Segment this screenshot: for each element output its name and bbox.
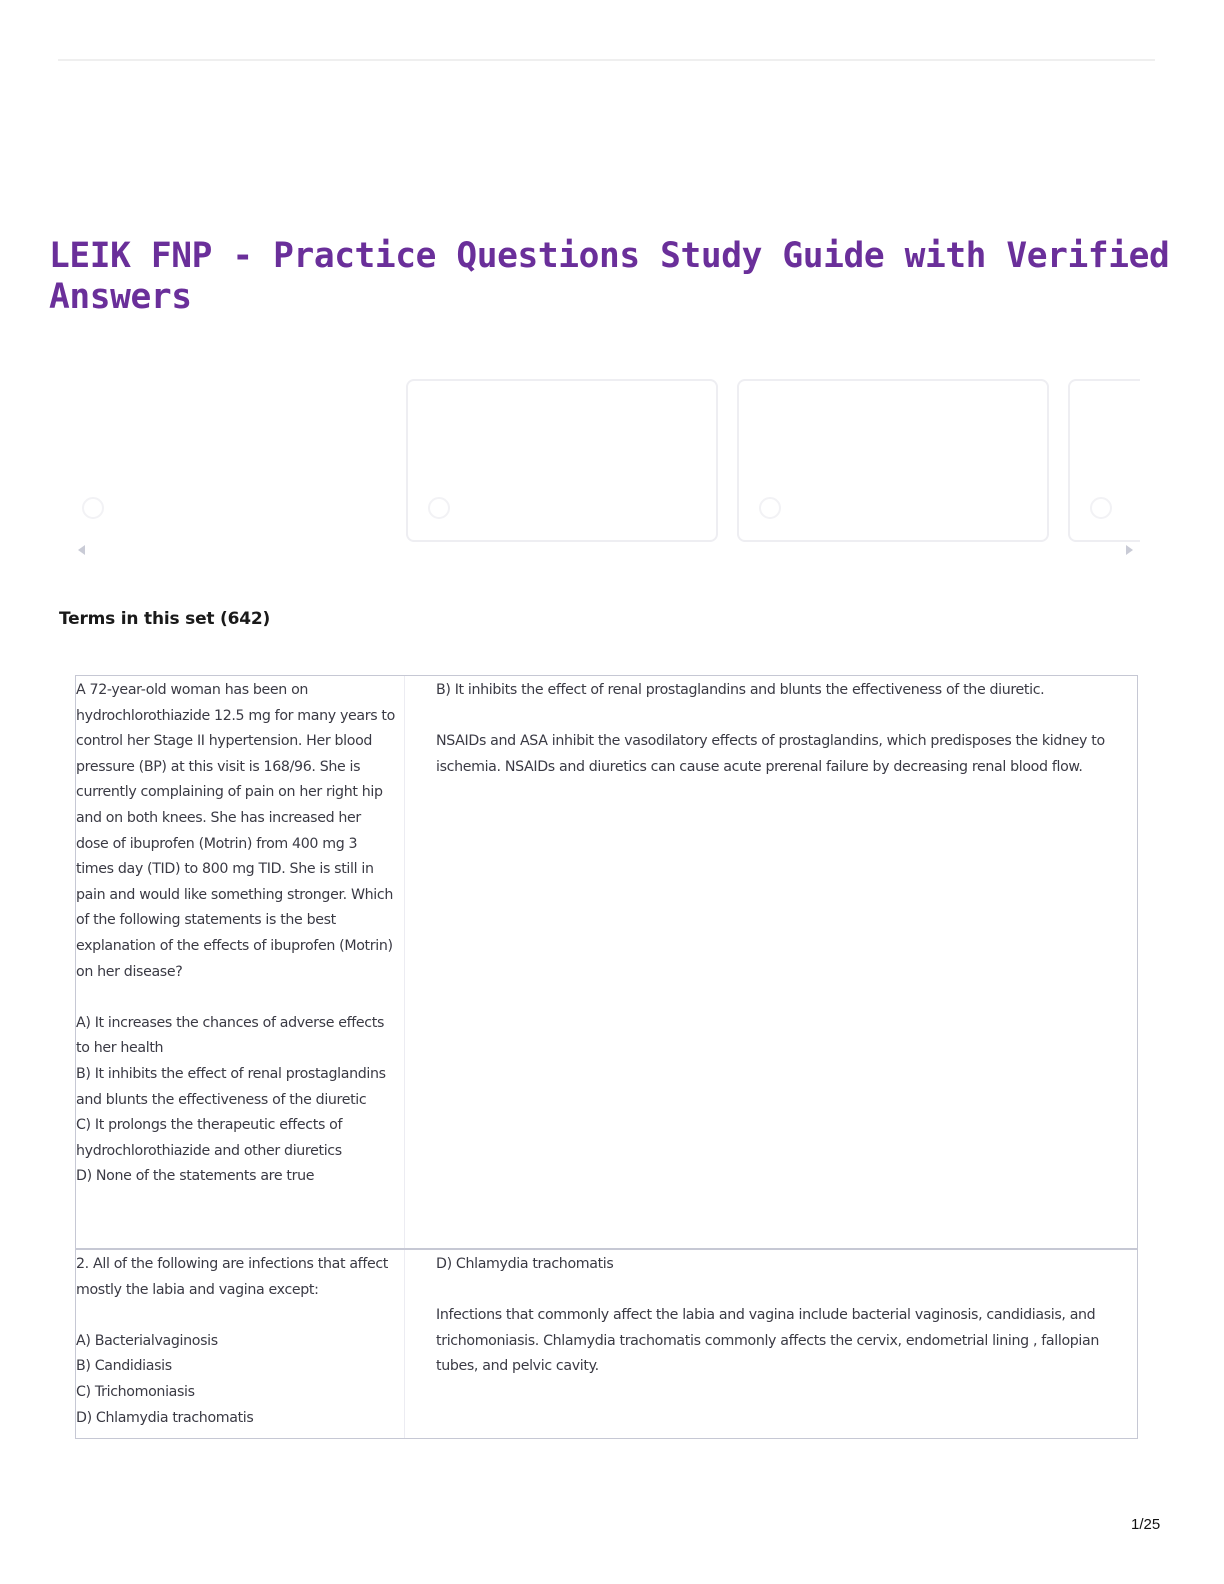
triangle-right-icon[interactable] (1126, 545, 1133, 555)
terms-heading: Terms in this set (642) (59, 609, 271, 629)
term-answer: B) It inhibits the effect of renal prostaglandins and blunts the effectiveness of the diuretic. NSAIDs and ASA inhibit the vasodilatory effects of prostaglandins, which predisposes the kidney to ischemia. NSAIDs and diuretics can cause acute prerenal failure by decreasing renal blood flow. (436, 682, 1105, 775)
table-row (76, 676, 1137, 1248)
header-divider (58, 59, 1155, 61)
triangle-left-icon[interactable] (78, 545, 85, 555)
audio-icon[interactable] (428, 497, 450, 519)
flashcard-preview[interactable] (737, 379, 1049, 542)
flashcard-preview[interactable] (60, 379, 372, 542)
term-answer: D) Chlamydia trachomatis Infections that commonly affect the labia and vagina include bacterial vaginosis, candidiasis, and trichomoniasis. Chlamydia trachomatis commonly affects the cervix, endometrial lining , fallopian tubes, and pelvic cavity. (436, 1256, 1100, 1375)
page-number: 1/25 (1131, 1516, 1161, 1533)
flashcard-preview[interactable] (406, 379, 718, 542)
terms-table (75, 675, 1138, 1439)
audio-icon[interactable] (1090, 497, 1112, 519)
audio-icon[interactable] (82, 497, 104, 519)
document-title: LEIK FNP - Practice Questions Study Guide with Verified Answers (49, 236, 1190, 317)
term-question: 2. All of the following are infections that affect mostly the labia and vagina except: A) Bacterialvaginosis B) Candidiasis C) Trichomoniasis D) Chlamydia trachomatis (76, 1250, 405, 1438)
audio-icon[interactable] (759, 497, 781, 519)
table-row (76, 1248, 1137, 1438)
flashcard-carousel (60, 378, 1140, 568)
flashcard-preview[interactable] (1068, 379, 1140, 542)
term-question: A 72-year-old woman has been on hydrochlorothiazide 12.5 mg for many years to control her Stage II hypertension. Her blood pressure (BP) at this visit is 168/96. She is currently complaining of pain on her right hip and on both knees. She has increased her dose of ibuprofen (Motrin) from 400 mg 3 times day (TID) to 800 mg TID. She is still in pain and would like something stronger. Which of the following statements is the best explanation of the effects of ibuprofen (Motrin) on her disease? A) It increases the chances of adverse effects to her health B) It inhibits the effect of renal prostaglandins and blunts the effectiveness of the diuretic C) It prolongs the therapeutic effects of hydrochlorothiazide and other diuretics D) None of the statements are true (76, 676, 405, 1248)
